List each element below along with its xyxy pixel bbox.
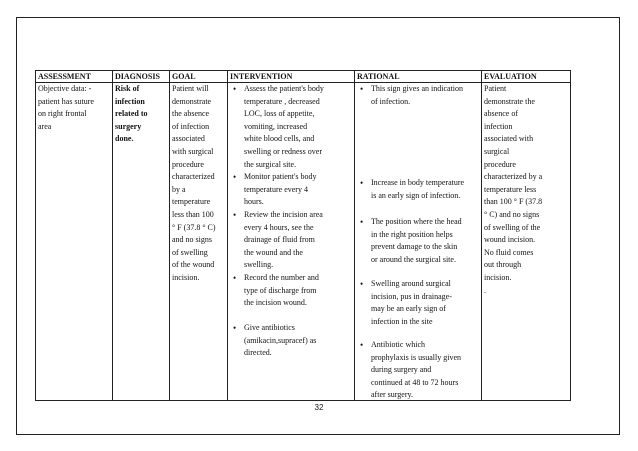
- rational-bullet: [357, 216, 479, 266]
- rational-bullet: [357, 83, 479, 108]
- diagnosis-line: related to: [115, 109, 148, 119]
- goal-line: temperature: [172, 197, 211, 207]
- rational-line: may be an early sign of: [371, 304, 446, 314]
- diagnosis-cell: [113, 83, 170, 401]
- intervention-line: every 4 hours, see the: [244, 222, 314, 232]
- goal-line: ° F (37.8 ° C): [172, 222, 216, 232]
- intervention-line: hours.: [244, 197, 264, 207]
- evaluation-line: out through: [484, 260, 522, 270]
- goal-line: of infection: [172, 121, 210, 131]
- goal-cell: [170, 83, 228, 401]
- header-rational: RATIONAL: [355, 71, 482, 83]
- table-row: [36, 83, 571, 401]
- evaluation-line: absence of: [484, 109, 518, 119]
- rational-item-temperature: [357, 177, 479, 202]
- intervention-item-assess: [230, 83, 352, 171]
- assessment-cell: [36, 83, 113, 401]
- rational-cell: [355, 83, 482, 401]
- intervention-line: type of discharge from: [244, 285, 317, 295]
- header-evaluation: EVALUATION: [482, 71, 571, 83]
- intervention-line: the incision wound.: [244, 298, 307, 308]
- diagnosis-line: done.: [115, 134, 134, 144]
- goal-line: demonstrate: [172, 96, 212, 106]
- intervention-line: temperature , decreased: [244, 96, 320, 106]
- rational-line: • This sign gives an indication: [371, 84, 463, 93]
- evaluation-line: ° C) and no signs: [484, 209, 540, 219]
- rational-line: after surgery.: [371, 390, 413, 400]
- diagnosis-line: surgery: [115, 121, 142, 131]
- assessment-line: on right frontal: [38, 109, 87, 119]
- evaluation-cell: [482, 83, 571, 401]
- header-diagnosis: DIAGNOSIS: [113, 71, 170, 83]
- intervention-line: (amikacin,supracef) as: [244, 335, 317, 345]
- rational-bullet: [357, 278, 479, 328]
- rational-line: • The position where the head: [371, 217, 462, 226]
- evaluation-line: infection: [484, 121, 513, 131]
- intervention-line: temperature every 4: [244, 184, 308, 194]
- rational-item-indication: [357, 83, 479, 108]
- rational-line: • Antibiotic which: [371, 340, 425, 349]
- rational-line: of infection.: [371, 96, 411, 106]
- intervention-line: the wound and the: [244, 247, 303, 257]
- intervention-item-monitor: [230, 171, 352, 209]
- goal-line: incision.: [172, 272, 200, 282]
- intervention-line: the surgical site.: [244, 159, 297, 169]
- goal-line: of swelling: [172, 247, 208, 257]
- rational-line: • Swelling around surgical: [371, 279, 451, 288]
- intervention-line: • Review the incision area: [244, 209, 323, 219]
- intervention-line: • Assess the patient's body: [244, 84, 324, 93]
- evaluation-line: .: [484, 285, 486, 295]
- intervention-line: vomiting, increased: [244, 121, 308, 131]
- goal-line: less than 100: [172, 209, 214, 219]
- diagnosis-line: Risk of: [115, 84, 140, 93]
- goal-line: of the wound: [172, 260, 215, 270]
- assessment-line: Objective data: -: [38, 84, 92, 93]
- nursing-care-plan-table: [35, 70, 571, 401]
- rational-line: • Increase in body temperature: [371, 178, 465, 187]
- evaluation-line: procedure: [484, 159, 516, 169]
- evaluation-line: temperature less: [484, 184, 537, 194]
- header-intervention: INTERVENTION: [228, 71, 355, 83]
- intervention-line: directed.: [244, 348, 272, 358]
- rational-line: in the right position helps: [371, 229, 453, 239]
- rational-line: prophylaxis is usually given: [371, 352, 461, 362]
- intervention-line: • Give antibiotics: [244, 323, 295, 333]
- header-row: [36, 71, 571, 83]
- intervention-line: • Record the number and: [244, 272, 319, 282]
- evaluation-line: No fluid comes: [484, 247, 534, 257]
- evaluation-line: incision.: [484, 272, 512, 282]
- intervention-line: white blood cells, and: [244, 134, 315, 144]
- assessment-line: patient has suture: [38, 96, 94, 106]
- intervention-line: drainage of fluid from: [244, 235, 315, 245]
- intervention-line: swelling.: [244, 260, 274, 270]
- rational-bullet: [357, 177, 479, 202]
- goal-line: with surgical: [172, 146, 214, 156]
- goal-line: by a: [172, 184, 186, 194]
- intervention-line: • Monitor patient's body: [244, 172, 317, 182]
- rational-line: continued at 48 to 72 hours: [371, 377, 459, 387]
- page-number: 32: [314, 403, 324, 412]
- goal-line: associated: [172, 134, 205, 144]
- evaluation-line: demonstrate the: [484, 96, 535, 106]
- rational-line: or around the surgical site.: [371, 254, 456, 264]
- evaluation-line: Patient: [484, 84, 507, 93]
- intervention-item-antibiotics: [230, 322, 352, 360]
- evaluation-line: than 100 ° F (37.8: [484, 197, 543, 207]
- rational-line: infection in the site: [371, 316, 433, 326]
- rational-line: during surgery and: [371, 365, 432, 375]
- rational-item-antibiotic: [357, 339, 479, 402]
- rational-bullet: [357, 339, 479, 402]
- goal-line: the absence: [172, 109, 210, 119]
- header-goal: GOAL: [170, 71, 228, 83]
- evaluation-line: wound incision.: [484, 235, 536, 245]
- rational-line: incision, pus in drainage-: [371, 291, 452, 301]
- header-assessment: ASSESSMENT: [36, 71, 113, 83]
- evaluation-line: characterized by a: [484, 172, 543, 182]
- evaluation-line: surgical: [484, 146, 510, 156]
- rational-line: is an early sign of infection.: [371, 190, 461, 200]
- rational-item-swelling: [357, 278, 479, 328]
- goal-line: and no signs: [172, 235, 212, 245]
- intervention-list: [230, 83, 352, 360]
- assessment-line: area: [38, 121, 52, 131]
- intervention-item-record: [230, 272, 352, 310]
- goal-line: Patient will: [172, 84, 209, 93]
- evaluation-line: associated with: [484, 134, 534, 144]
- intervention-line: swelling or redness over: [244, 146, 322, 156]
- diagnosis-line: infection: [115, 96, 145, 106]
- evaluation-line: of swelling of the: [484, 222, 541, 232]
- rational-line: prevent damage to the skin: [371, 242, 458, 252]
- rational-item-position: [357, 216, 479, 266]
- goal-line: procedure: [172, 159, 204, 169]
- intervention-item-review: [230, 209, 352, 272]
- intervention-cell: [228, 83, 355, 401]
- intervention-line: LOC, loss of appetite,: [244, 109, 315, 119]
- goal-line: characterized: [172, 172, 215, 182]
